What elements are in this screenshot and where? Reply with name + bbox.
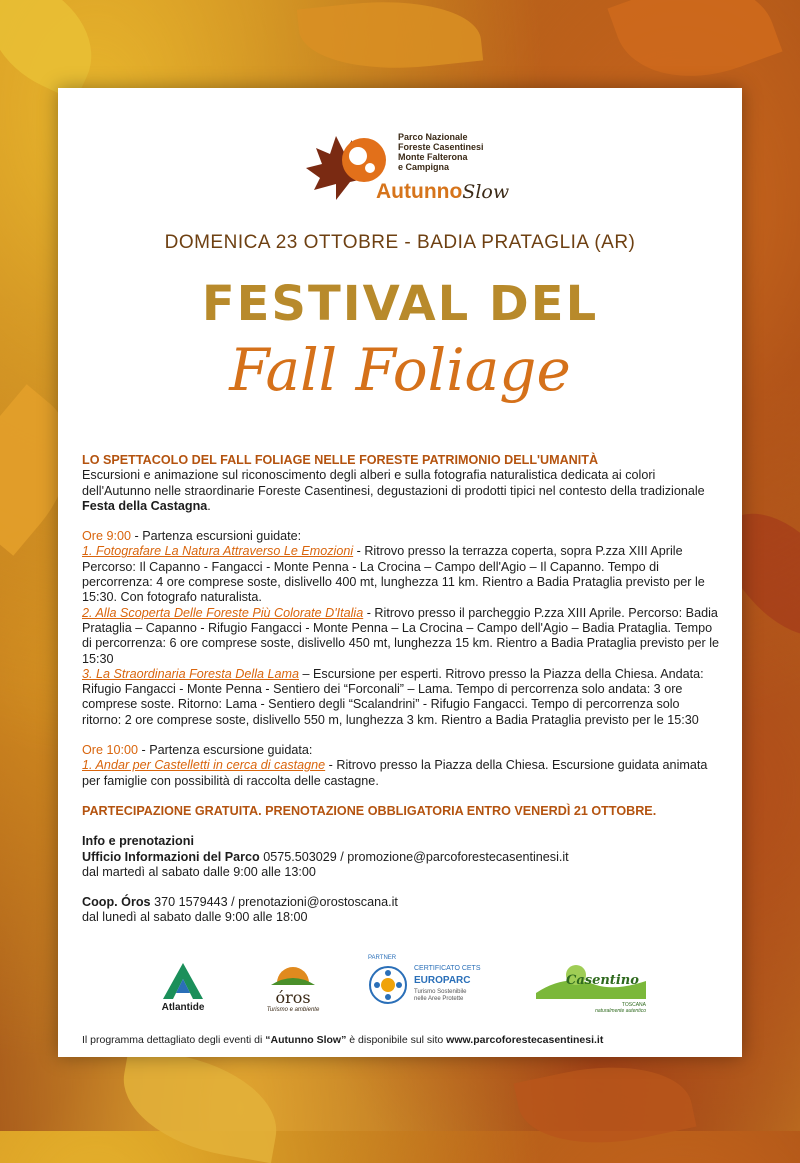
poster-panel — [58, 88, 742, 1057]
late-morning-time: Ore 10:00 — [82, 743, 139, 758]
casentino-sub1: TOSCANA — [621, 1002, 646, 1008]
oros-name: óros — [275, 988, 311, 1007]
park-line: Foreste Casentinesi — [398, 142, 484, 152]
coop-line — [82, 895, 722, 910]
excursion-title: 1. Andar per Castelletti in cerca di castagne — [82, 758, 326, 773]
excursion-title: 2. Alla Scoperta Delle Foreste Più Colorate D'Italia — [82, 605, 364, 620]
event-title-line2: Fall Foliage — [229, 336, 571, 404]
office-contact: 0575.503029 / promozione@parcoforestecasentinesi.it — [259, 849, 569, 864]
footer-pre: Il programma dettagliato degli eventi di — [82, 1034, 266, 1046]
partner-logos — [58, 955, 742, 1023]
oros-logo — [253, 963, 333, 1013]
autunno-slow-logo — [306, 128, 606, 208]
info-heading: Info e prenotazioni — [82, 834, 194, 849]
bg-leaf — [0, 0, 113, 101]
oros-sub: Turismo e ambiente — [266, 1007, 320, 1013]
participation-notice: PARTECIPAZIONE GRATUITA. PRENOTAZIONE OBBLIGATORIA ENTRO VENERDÌ 21 OTTOBRE. — [82, 803, 657, 818]
intro-heading: LO SPETTACOLO DEL FALL FOLIAGE NELLE FORESTE PATRIMONIO DELL'UMANITÀ — [82, 453, 599, 467]
europarc-stars-icon — [368, 965, 408, 1005]
atlantide-logo — [148, 963, 218, 1013]
bg-leaf — [297, 0, 483, 79]
sun-icon — [271, 963, 315, 985]
intro-paragraph — [82, 468, 722, 514]
bg-leaf — [113, 1047, 286, 1163]
europarc-sub2: nelle Aree Protette — [414, 996, 464, 1002]
excursion-text: – Escursione per esperti. Ritrovo presso la Piazza della Chiesa. Andata: Rifugio Fangacci - Monte Penna - Sentiero dei “Forconali” – Lama. Tempo di percorrenza solo andata: 3 ore comprese soste. Ritorno: Lama - Sentiero degli “Scalandrini” - Rifugio Fangacci. Tempo di percorrenza solo ritorno: 2 ore comprese soste, dislivello 550 m, lunghezza 3 km. Rientro a Badia Prataglia previsto per le 15:30 — [82, 666, 704, 727]
excursion-text: - Ritrovo presso il parcheggio P.zza XIII Aprile. Percorso: Badia Prataglia – Capanno - Rifugio Fangacci - Monte Penna – La Crocina – Campo dell'Agio – Badia Prataglia. Tempo di percorrenza: 6 ore comprese soste, dislivello 450 mt, lunghezza 15 km. Rientro a Badia Prataglia previsto per le 15:30 — [82, 605, 720, 666]
bg-leaf — [514, 1048, 697, 1162]
excursion-item — [82, 667, 722, 728]
office-line — [82, 850, 722, 865]
footer-mid: è disponibile sul sito — [346, 1034, 447, 1046]
coop-hours: dal lunedì al sabato dalle 9:00 alle 18:00 — [82, 910, 308, 925]
excursion-text: - Ritrovo presso la terrazza coperta, sopra P.zza XIII Aprile Percorso: Il Capanno - Fangacci - Monte Penna - La Crocina – Campo dell'Agio – Il Capanno. Tempo di percorrenza: 4 ore comprese soste, dislivello 400 mt, lunghezza 11 km. Rientro a Badia Prataglia previsto per le 15:30. Con fotografo naturalista. — [82, 544, 705, 605]
intro-text-bold: Festa della Castagna — [82, 498, 208, 513]
excursion-title: 3. La Straordinaria Foresta Della Lama — [82, 666, 300, 681]
brand-slow: Slow — [462, 181, 510, 203]
morning-desc: - Partenza escursioni guidate: — [131, 529, 302, 544]
footer-name: “Autunno Slow” — [265, 1034, 347, 1046]
intro-text-end: . — [207, 498, 211, 513]
intro-text: Escursioni e animazione sul riconoscimento degli alberi e sulla fotografia naturalistica dedicata ai colori dell'Autunno nelle straordinarie Foreste Casentinesi, degustazioni di prodotti tipici nel contesto della tradizionale — [82, 468, 705, 498]
coop-name: Coop. Óros — [82, 895, 151, 910]
excursion-text: - Ritrovo presso la Piazza della Chiesa. Escursione guidata animata per famiglie con possibilità di raccolta delle castagne. — [82, 758, 708, 788]
program-content — [82, 453, 722, 926]
casentino-sub2: naturalmente autentico — [595, 1008, 646, 1014]
park-name — [398, 132, 484, 172]
excursion-item — [82, 544, 722, 605]
park-line: e Campigna — [398, 162, 450, 172]
atlantide-a-icon — [163, 963, 203, 999]
late-morning-desc: - Partenza escursione guidata: — [138, 743, 313, 758]
coop-contact: 370 1579443 / prenotazioni@orostoscana.it — [150, 895, 398, 910]
footer-site-link[interactable]: www.parcoforestecasentinesi.it — [446, 1034, 604, 1046]
europarc-sub1: Turismo Sostenibile — [414, 989, 467, 995]
excursion-title: 1. Fotografare La Natura Attraverso Le Emozioni — [82, 544, 354, 559]
event-dateline: DOMENICA 23 OTTOBRE - BADIA PRATAGLIA (AR) — [164, 232, 636, 253]
event-title-line1: FESTIVAL DEL — [201, 276, 599, 332]
europarc-name: EUROPARC — [414, 975, 471, 986]
footer-note — [82, 1034, 722, 1046]
atlantide-name: Atlantide — [161, 1002, 205, 1013]
park-line: Monte Falterona — [398, 152, 468, 162]
morning-time: Ore 9:00 — [82, 529, 132, 544]
brand-name — [376, 180, 509, 204]
excursion-item — [82, 606, 722, 667]
europarc-cert: CERTIFICATO CETS — [414, 965, 481, 972]
excursion-item — [82, 758, 722, 789]
casentino-name: Casentino — [566, 973, 639, 988]
morning-line — [82, 529, 722, 544]
europarc-badge: PARTNER — [368, 955, 397, 961]
office-hours: dal martedì al sabato dalle 9:00 alle 13:00 — [82, 864, 316, 879]
brand-main: Autunno — [376, 180, 463, 203]
park-line: Parco Nazionale — [398, 132, 468, 142]
casentino-logo — [536, 963, 646, 1014]
office-name: Ufficio Informazioni del Parco — [82, 849, 260, 864]
late-morning-line — [82, 743, 722, 758]
